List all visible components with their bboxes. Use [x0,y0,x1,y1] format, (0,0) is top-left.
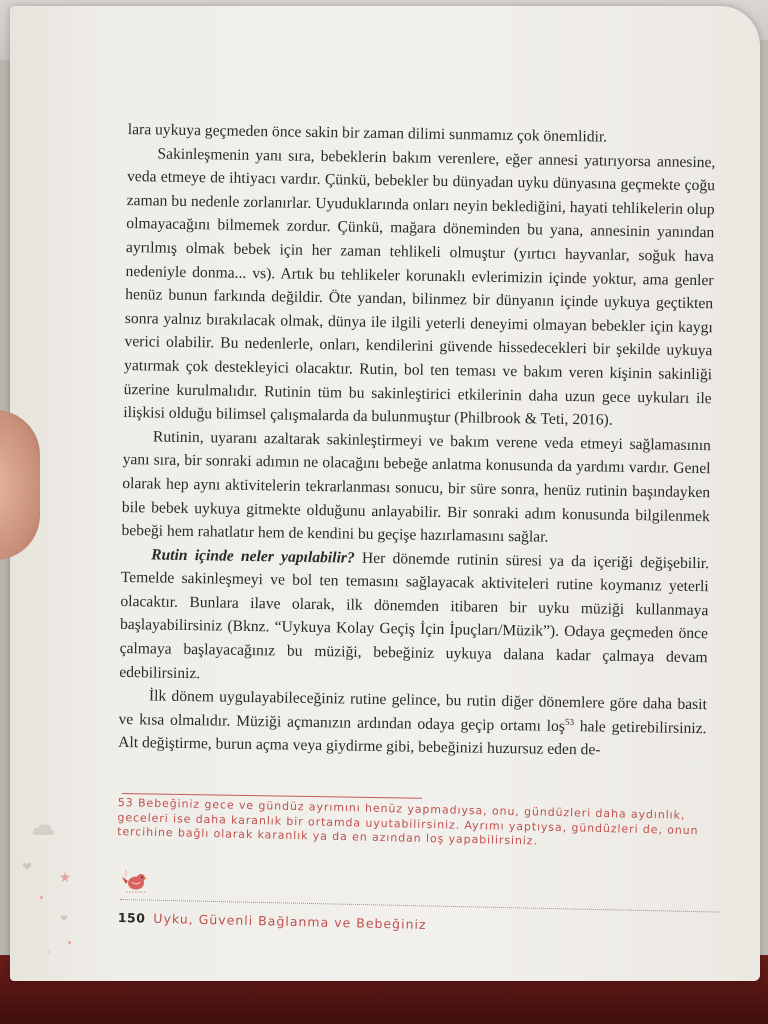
paragraph-2: Sakinleşmenin yanı sıra, bebeklerin bakım verenlere, eğer annesi yatırıyorsa annesine, veda etmeye de ihtiyacı vardır. Çünkü, bebekler bu dünyadan uyku dünyasına geçmekte çoğu zaman bu nedenle zorlanırlar. Uyuduklarında onları neyin beklediğini, hayati tehlikelerin olup olmayacağını bilmemek zordur. Çünkü, mağara döneminden bu yana, annesinin yanından ayrılmış olmak bebek için her zaman tehlikeli olmuştur (yırtıcı hayvanlar, soğuk hava nedeniyle donma... vs). Artık bu tehlikeler korunaklı evlerimizin içinde yoktur, ama genler henüz bunun farkında değildir. Öte yandan, bilinmez bir dünyanın içinde uykuya geçtikten sonra yalnız bırakılacak olmak, dünya ile ilgili yeterli deneyimi olmayan bebekler için kaygı verici olabilir. Bu nedenlerle, onları, kendilerini güvende hissedecekleri bir şekilde uykuya yatırmak çok destekleyici olacaktır. Rutin, bol ten teması ve bakım veren kişinin sakinliği üzerine kurulmalıdır. Rutinin tüm bu sakinleştirici etkilerinin daha uzun gece uykuları ile ilişkisi olduğu bilimsel çalışmalarda da bulunmuştur (Philbrook & Teti, 2016). [123,145,716,429]
paragraph-4-lead: Rutin içinde neler yapılabilir? [151,546,355,567]
paragraph-5-before: İlk dönem uygulayabileceğiniz rutine gelince, bu rutin diğer dönemlere göre daha basit ve kısa olmalıdır. Müziği açmanızın ardından odaya geçip ortamı loş [118,687,707,735]
footnote-reference: 53 [564,716,575,727]
cloud-icon [32,821,56,837]
book-page [10,6,760,981]
footnote: 53 Bebeğiniz gece ve gündüz ayrımını henüz yapmadıysa, onu, gündüzleri daha aydınlık, geceleri ise daha karanlık bir ortamda uyutabilirsiniz. Ayrımı yaptıysa, gündüzleri de, onun tercihine bağlı olarak karanlık ya da en azından loş yapabilirsiniz. [117,796,699,848]
paragraph-4 [119,543,709,694]
paragraph-4-text: Her dönemde rutinin süresi ya da içeriği değişebilir. Temelde sakinleşmeyi ve bol ten temasını sağlayacak aktiviteleri rutine koymanız yeterli olacaktır. Bunlara ilave olarak, ilk dönemden itibaren bir uyku müziği kullanmaya başlayabilirsiniz (Bknz. “Uykuya Kolay Geçiş İçin İpuçları/Müzik”). Odaya geçmeden önce çalmaya başlayacağınız bu müziği, bebeğiniz uykuya dalana kadar çalmaya devam edebilirsiniz. [119,549,710,682]
paragraph-1: lara uykuya geçmeden önce sakin bir zaman dilimi sunmamız çok önemlidir. [127,120,608,146]
page-footer [118,910,718,939]
dot-decoration [40,896,43,899]
bird-icon [120,866,150,896]
paragraph-3: Rutinin, uyaranı azaltarak sakinleştirmeyi ve bakım verene veda etmeyi sağlamasının yanı sıra, bir sonraki adımın ne olacağını bebeğe anlatma konusunda da yardımı vardır. Genel olarak hep aynı aktivitelerin tekrarlanması sonucu, bir süre sonra, henüz rutinin başındayken bile bebek uykuya gitmekte olduğunu anlayabilir. Bir sonraki adım konusunda bilgilenmek bebeği hem rahatlatır hem de kendini bu geçişe hazırlamasını sağlar. [121,428,712,546]
star-icon [60,872,70,882]
footer-rule [120,899,720,913]
paragraph-5-after: hale getirebilirsiniz. Alt değiştirme, burun açma veya giydirme gibi, bebeğinizi huzursuz eden de- [118,717,707,759]
dot-decoration [48,951,50,953]
body-text [118,118,716,764]
page-number: 150 [117,910,146,926]
heart-icon [22,861,32,871]
running-title: Uyku, Güvenli Bağlanma ve Bebeğiniz [153,910,427,933]
dot-decoration [68,941,71,944]
heart-icon [60,914,68,922]
paragraph-5 [118,684,707,764]
